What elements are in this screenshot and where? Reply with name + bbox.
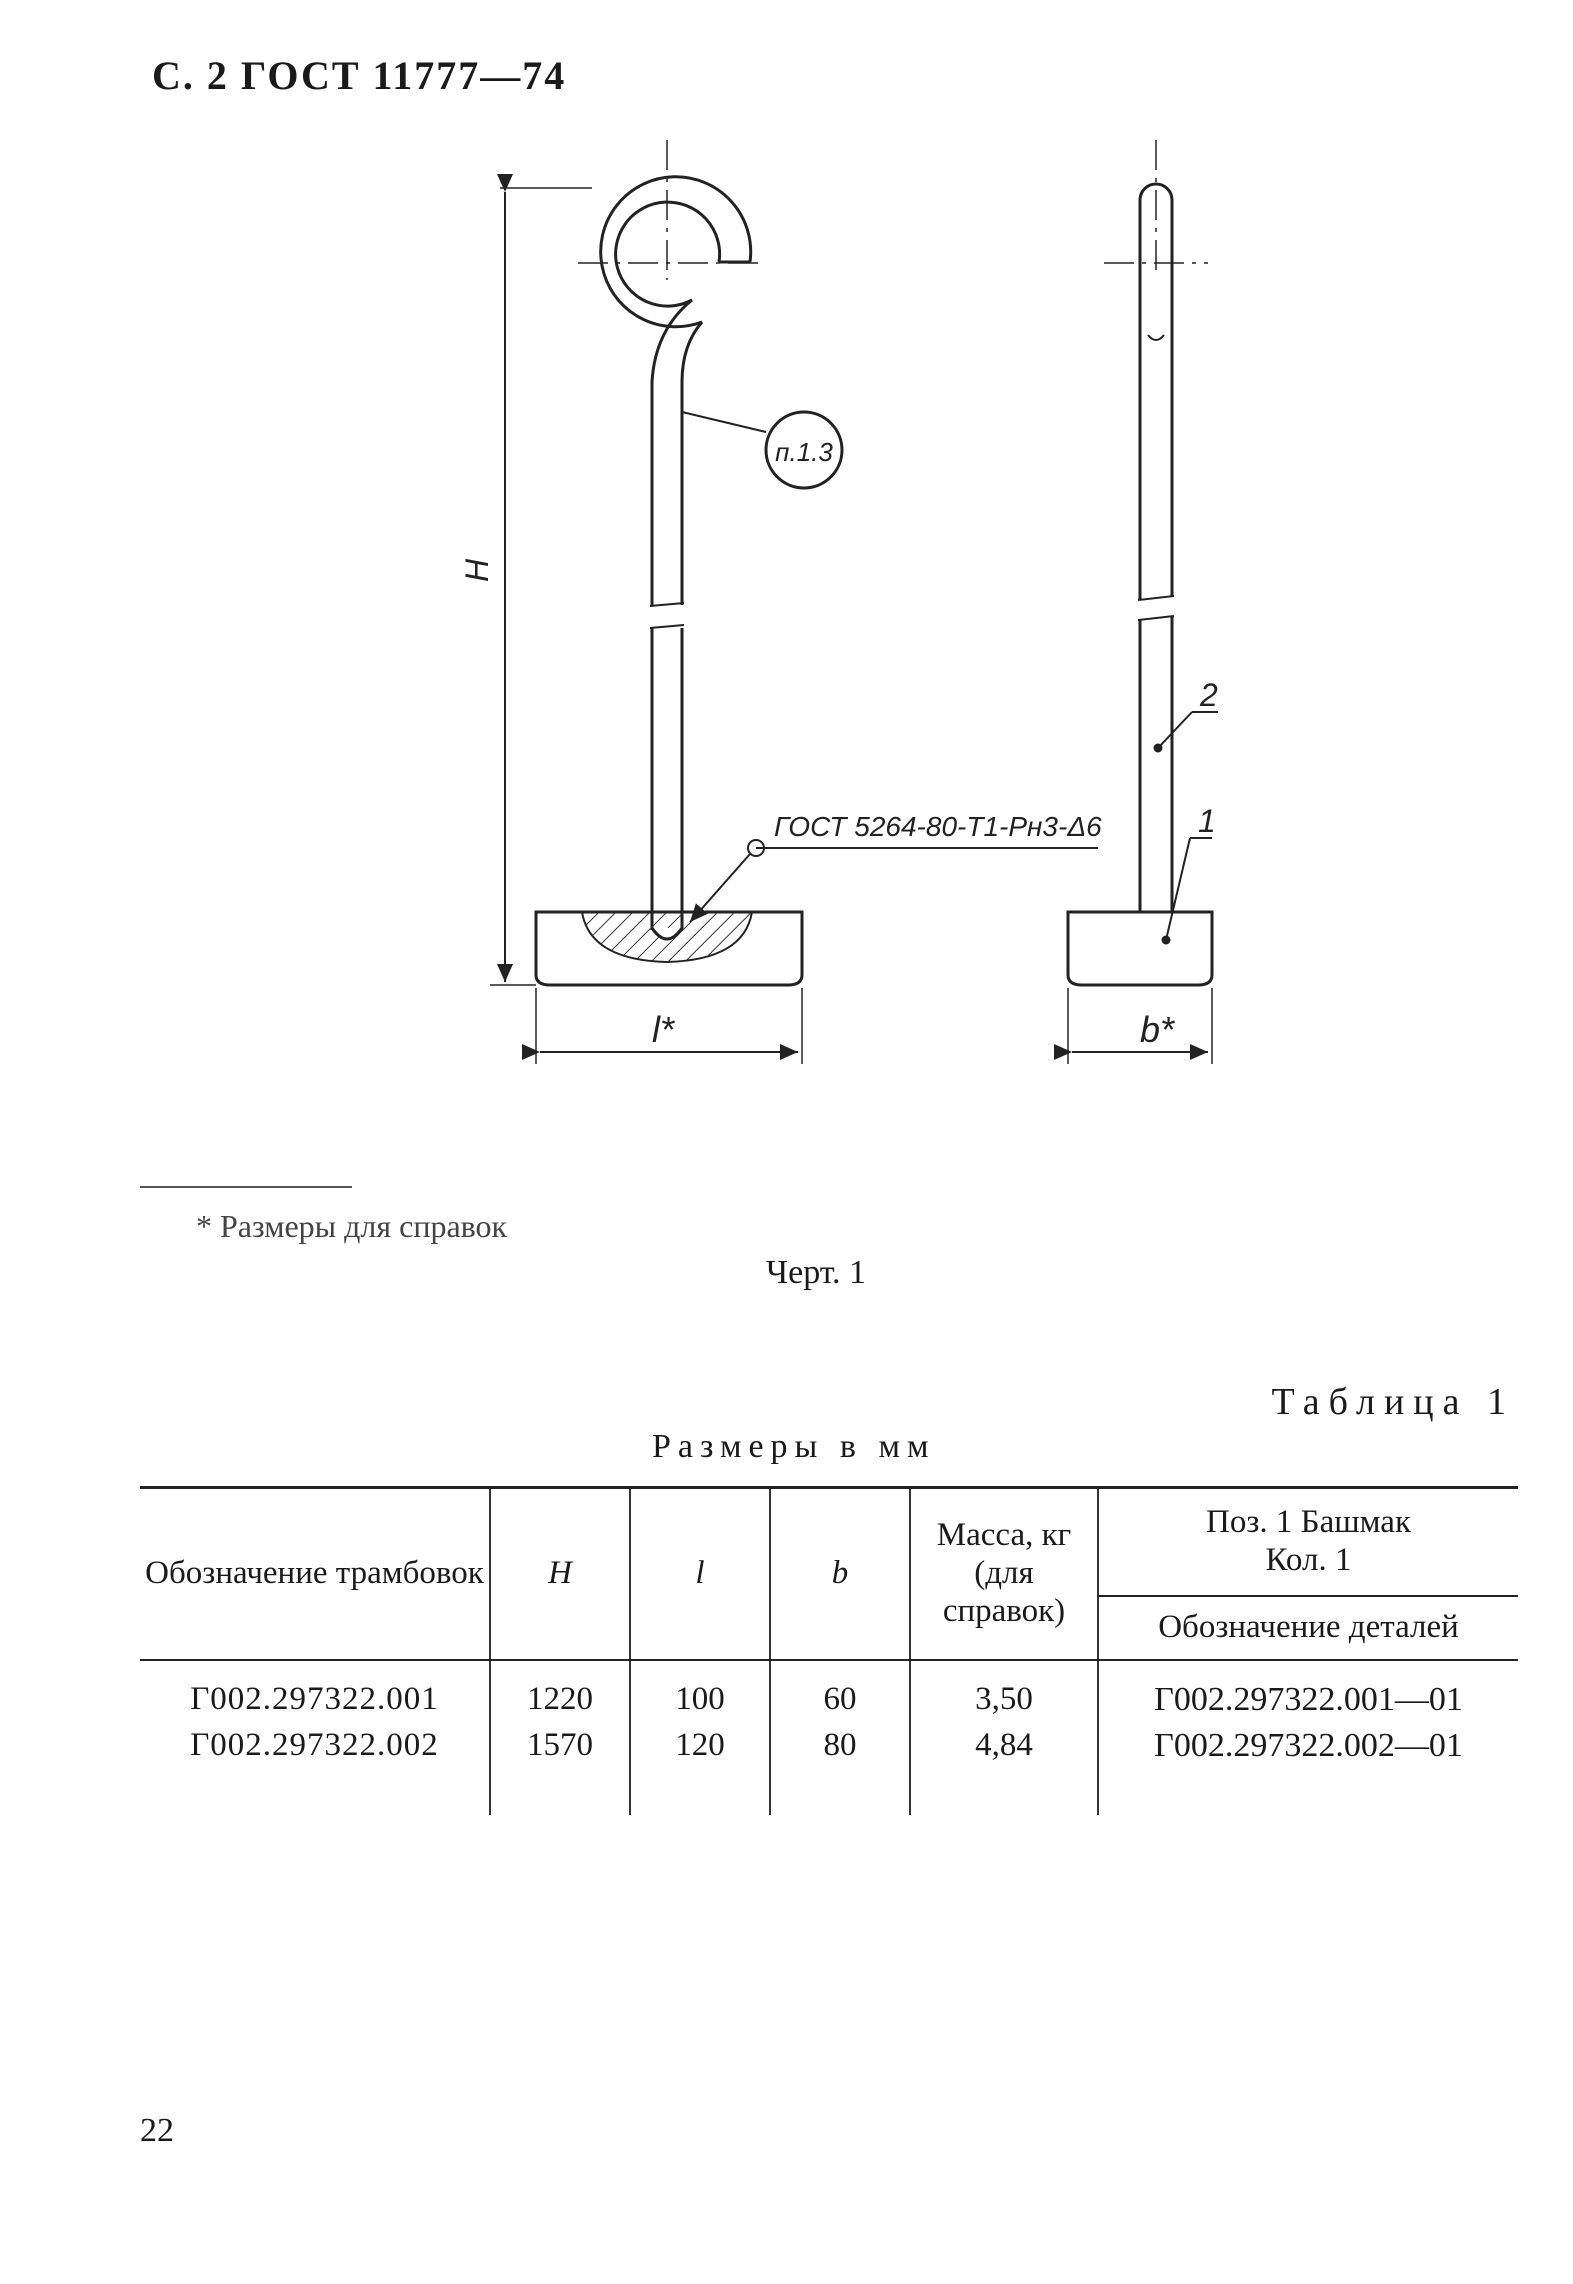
spec-table <box>140 1486 1518 1815</box>
position-1-label: 1 <box>1198 803 1216 839</box>
cell-h: 1570 <box>490 1723 630 1769</box>
header-position-group: Поз. 1 Башмак Кол. 1 <box>1098 1488 1518 1596</box>
table-subtitle: Размеры в мм <box>652 1428 936 1465</box>
drawing-caption: Черт. 1 <box>766 1254 867 1291</box>
dimension-label-b: b* <box>1140 1009 1175 1050</box>
cell-mass: 4,84 <box>910 1723 1098 1769</box>
cell-designation: Г002.297322.002 <box>190 1727 439 1763</box>
cell-h: 1220 <box>490 1660 630 1723</box>
page-header: С. 2 ГОСТ 11777—74 <box>152 53 567 98</box>
weld-designation: ГОСТ 5264-80-Т1-Рн3-Δ6 <box>774 811 1102 842</box>
footnote: * Размеры для справок <box>196 1208 508 1244</box>
cell-designation: Г002.297322.001 <box>190 1681 439 1717</box>
table-row <box>140 1723 1518 1769</box>
header-b: b <box>770 1488 910 1660</box>
header-part-designation: Обозначение деталей <box>1098 1596 1518 1660</box>
dimension-label-l: l* <box>652 1009 675 1050</box>
cell-l: 100 <box>630 1660 770 1723</box>
position-2-label: 2 <box>1200 677 1218 713</box>
table-row <box>140 1660 1518 1723</box>
footnote-rule <box>140 1186 352 1188</box>
clause-callout: п.1.3 <box>775 437 833 467</box>
front-view <box>490 140 1098 1064</box>
header-designation: Обозначение трамбовок <box>140 1488 490 1660</box>
cell-part: Г002.297322.002—01 <box>1098 1723 1518 1769</box>
header-mass: Масса, кг (для справок) <box>910 1488 1098 1660</box>
table-title: Таблица 1 <box>1271 1381 1515 1423</box>
cell-b: 60 <box>770 1660 910 1723</box>
cell-b: 80 <box>770 1723 910 1769</box>
side-view <box>1068 140 1218 1064</box>
header-h: H <box>490 1488 630 1660</box>
cell-mass: 3,50 <box>910 1660 1098 1723</box>
page-number: 22 <box>140 2112 174 2149</box>
cell-part: Г002.297322.001—01 <box>1098 1660 1518 1723</box>
cell-l: 120 <box>630 1723 770 1769</box>
header-l: l <box>630 1488 770 1660</box>
dimension-label-h: H <box>459 558 495 582</box>
